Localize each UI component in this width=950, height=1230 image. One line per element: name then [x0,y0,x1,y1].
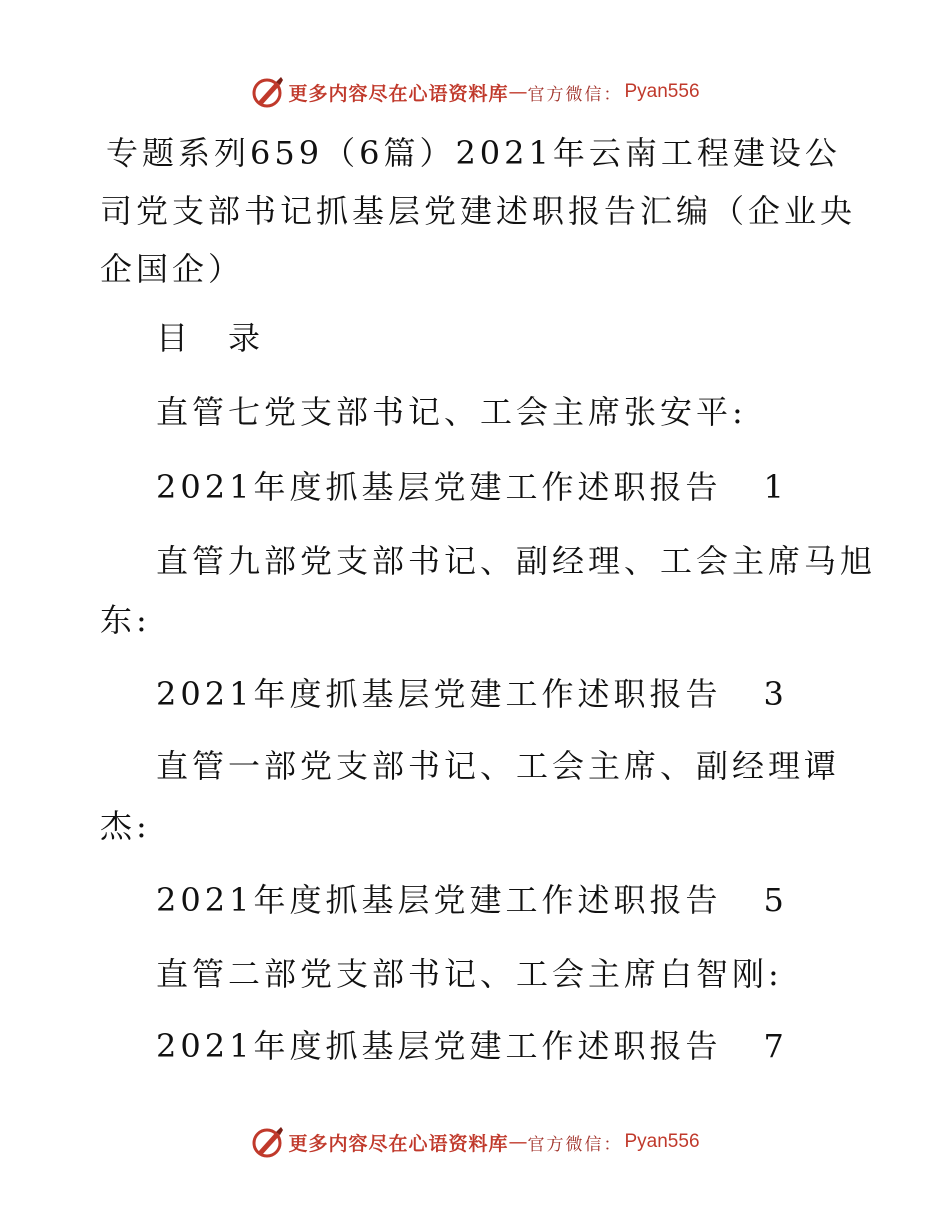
toc-entry-person-cont: 杰: [100,807,151,845]
banner-main-text: 更多内容尽在心语资料库 [288,82,509,105]
toc-entry-report [156,467,788,507]
banner-sub-text: 官方微信： [527,84,623,105]
toc-page-number: 3 [763,675,788,713]
toc-page-number: 1 [763,468,788,506]
toc-page-number: 7 [763,1027,788,1065]
pen-logo-icon [250,74,286,110]
banner-dash: — [508,81,528,103]
document-title: 专题系列659（6篇）2021年云南工程建设公司党支部书记抓基层党建述职报告汇编（企业央企国企） [100,134,857,288]
toc-entry-person: 直管七党支部书记、工会主席张安平: [156,393,747,431]
toc-entry-report-title: 2021年度抓基层党建工作述职报告 [156,1027,722,1065]
toc-entry-report-title: 2021年度抓基层党建工作述职报告 [156,675,722,713]
toc-entry-report-title: 2021年度抓基层党建工作述职报告 [156,468,722,506]
toc-entry-report [156,1026,788,1066]
toc-entry-report [156,674,788,714]
toc-entry-person: 直管一部党支部书记、工会主席、副经理谭 [156,747,841,785]
toc-entry-report [156,880,788,920]
toc-entry-person: 直管二部党支部书记、工会主席白智刚: [156,955,783,993]
banner-sub-text: 官方微信： [527,1134,623,1155]
header-banner [0,72,950,112]
banner-main-text: 更多内容尽在心语资料库 [288,1132,509,1155]
toc-entry-person: 直管九部党支部书记、副经理、工会主席马旭 [156,542,877,580]
footer-banner [0,1122,950,1162]
toc-entry-person-cont: 东: [100,601,151,639]
banner-wechat-id: Pyan556 [624,1131,700,1152]
banner-dash: — [508,1131,528,1153]
toc-entry-report-title: 2021年度抓基层党建工作述职报告 [156,881,722,919]
toc-page-number: 5 [763,881,788,919]
banner-wechat-id: Pyan556 [624,81,700,102]
toc-heading: 目 录 [156,319,265,357]
pen-logo-icon [250,1124,286,1160]
